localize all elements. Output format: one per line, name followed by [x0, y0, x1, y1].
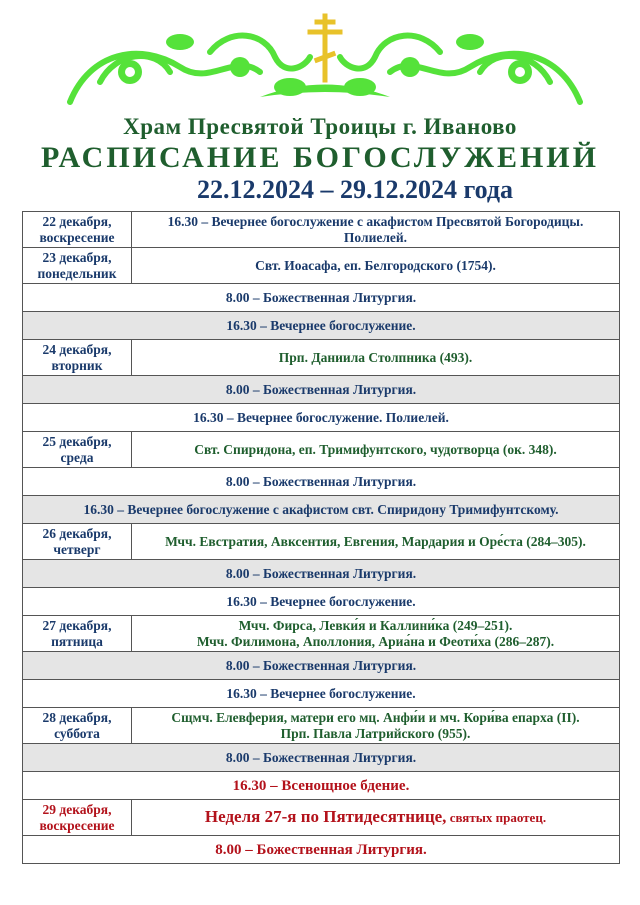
date-label: 28 декабря,: [42, 709, 112, 725]
table-row: [23, 248, 620, 284]
table-row: [23, 616, 620, 652]
date-cell: [23, 616, 132, 652]
table-row: [23, 404, 620, 432]
weekday-label: среда: [60, 449, 94, 465]
weekday-label: вторник: [51, 357, 103, 373]
service-cell: 16.30 – Всенощное бдение.: [23, 772, 620, 800]
table-row: [23, 312, 620, 340]
service-cell: 8.00 – Божественная Литургия.: [23, 560, 620, 588]
table-row: [23, 772, 620, 800]
date-cell: [23, 708, 132, 744]
schedule-table: [22, 211, 620, 864]
service-cell: 8.00 – Божественная Литургия.: [23, 284, 620, 312]
date-label: 27 декабря,: [42, 617, 112, 633]
date-label: 29 декабря,: [42, 801, 112, 817]
table-row: [23, 468, 620, 496]
saint-cell: Мчч. Евстратия, Авксентия, Евгения, Мардария и Оре́ста (284–305).: [132, 524, 620, 560]
service-text: Полиелей.: [343, 229, 408, 245]
service-cell: 8.00 – Божественная Литургия.: [23, 652, 620, 680]
saint-text: Мчч. Филимона, Аполлония, Ариа́на и Феоти́ха (286–287).: [196, 633, 555, 649]
weekday-label: четверг: [53, 541, 101, 557]
date-range: 22.12.2024 – 29.12.2024 года: [196, 175, 514, 204]
weekday-label: суббота: [54, 725, 100, 741]
weekday-label: пятница: [51, 633, 103, 649]
table-row: [23, 652, 620, 680]
table-row: [23, 560, 620, 588]
table-row: [23, 496, 620, 524]
saint-text: Сщмч. Елевферия, матери его мц. Анфи́и и мч. Кори́ва епарха (II).: [171, 709, 580, 725]
service-cell: 16.30 – Вечернее богослужение. Полиелей.: [23, 404, 620, 432]
date-label: 23 декабря,: [42, 249, 112, 265]
date-cell: [23, 524, 132, 560]
service-cell: 8.00 – Божественная Литургия.: [23, 836, 620, 864]
weekday-label: понедельник: [37, 265, 117, 281]
feast-subtitle: святых праотец.: [446, 810, 547, 825]
saint-cell: Прп. Даниила Столпника (493).: [132, 340, 620, 376]
feast-cell: [132, 800, 620, 836]
date-label: 25 декабря,: [42, 433, 112, 449]
weekday-label: воскресение: [39, 817, 115, 833]
table-row: [23, 836, 620, 864]
table-row: [23, 376, 620, 404]
page-title: РАСПИСАНИЕ БОГОСЛУЖЕНИЙ: [41, 141, 599, 174]
service-text: 16.30 – Вечернее богослужение с акафистом Пресвятой Богородицы.: [167, 213, 584, 229]
date-label: 26 декабря,: [42, 525, 112, 541]
feast-title: Неделя 27-я по Пятидесятнице,: [204, 807, 447, 826]
table-row: [23, 432, 620, 468]
service-cell: 16.30 – Вечернее богослужение.: [23, 312, 620, 340]
table-row: [23, 680, 620, 708]
saint-cell: Свт. Спиридона, еп. Тримифунтского, чудотворца (ок. 348).: [132, 432, 620, 468]
table-row: [23, 284, 620, 312]
saint-text: Мчч. Фирса, Левки́я и Каллини́ка (249–251).: [238, 617, 513, 633]
date-cell: [23, 800, 132, 836]
saint-cell: [132, 616, 620, 652]
service-cell: 16.30 – Вечернее богослужение.: [23, 680, 620, 708]
saint-cell: Свт. Иоасафа, еп. Белгородского (1754).: [132, 248, 620, 284]
service-cell: [132, 212, 620, 248]
floral-ornament: [60, 12, 590, 112]
table-row: [23, 708, 620, 744]
service-cell: 8.00 – Божественная Литургия.: [23, 744, 620, 772]
date-cell: [23, 340, 132, 376]
date-label: 24 декабря,: [42, 341, 112, 357]
table-row: [23, 800, 620, 836]
service-cell: 16.30 – Вечернее богослужение с акафистом свт. Спиридону Тримифунтскому.: [23, 496, 620, 524]
table-row: [23, 340, 620, 376]
date-label: 22 декабря,: [42, 213, 112, 229]
saint-text: Прп. Павла Латрийского (955).: [280, 725, 471, 741]
church-title: Храм Пресвятой Троицы г. Иваново: [123, 114, 517, 139]
service-cell: 8.00 – Божественная Литургия.: [23, 468, 620, 496]
saint-cell: [132, 708, 620, 744]
table-row: [23, 588, 620, 616]
date-cell: [23, 212, 132, 248]
table-row: [23, 524, 620, 560]
service-cell: 16.30 – Вечернее богослужение.: [23, 588, 620, 616]
table-row: [23, 744, 620, 772]
table-row: [23, 212, 620, 248]
cross-icon: [310, 16, 340, 80]
date-cell: [23, 248, 132, 284]
service-cell: 8.00 – Божественная Литургия.: [23, 376, 620, 404]
weekday-label: воскресение: [39, 229, 115, 245]
date-cell: [23, 432, 132, 468]
